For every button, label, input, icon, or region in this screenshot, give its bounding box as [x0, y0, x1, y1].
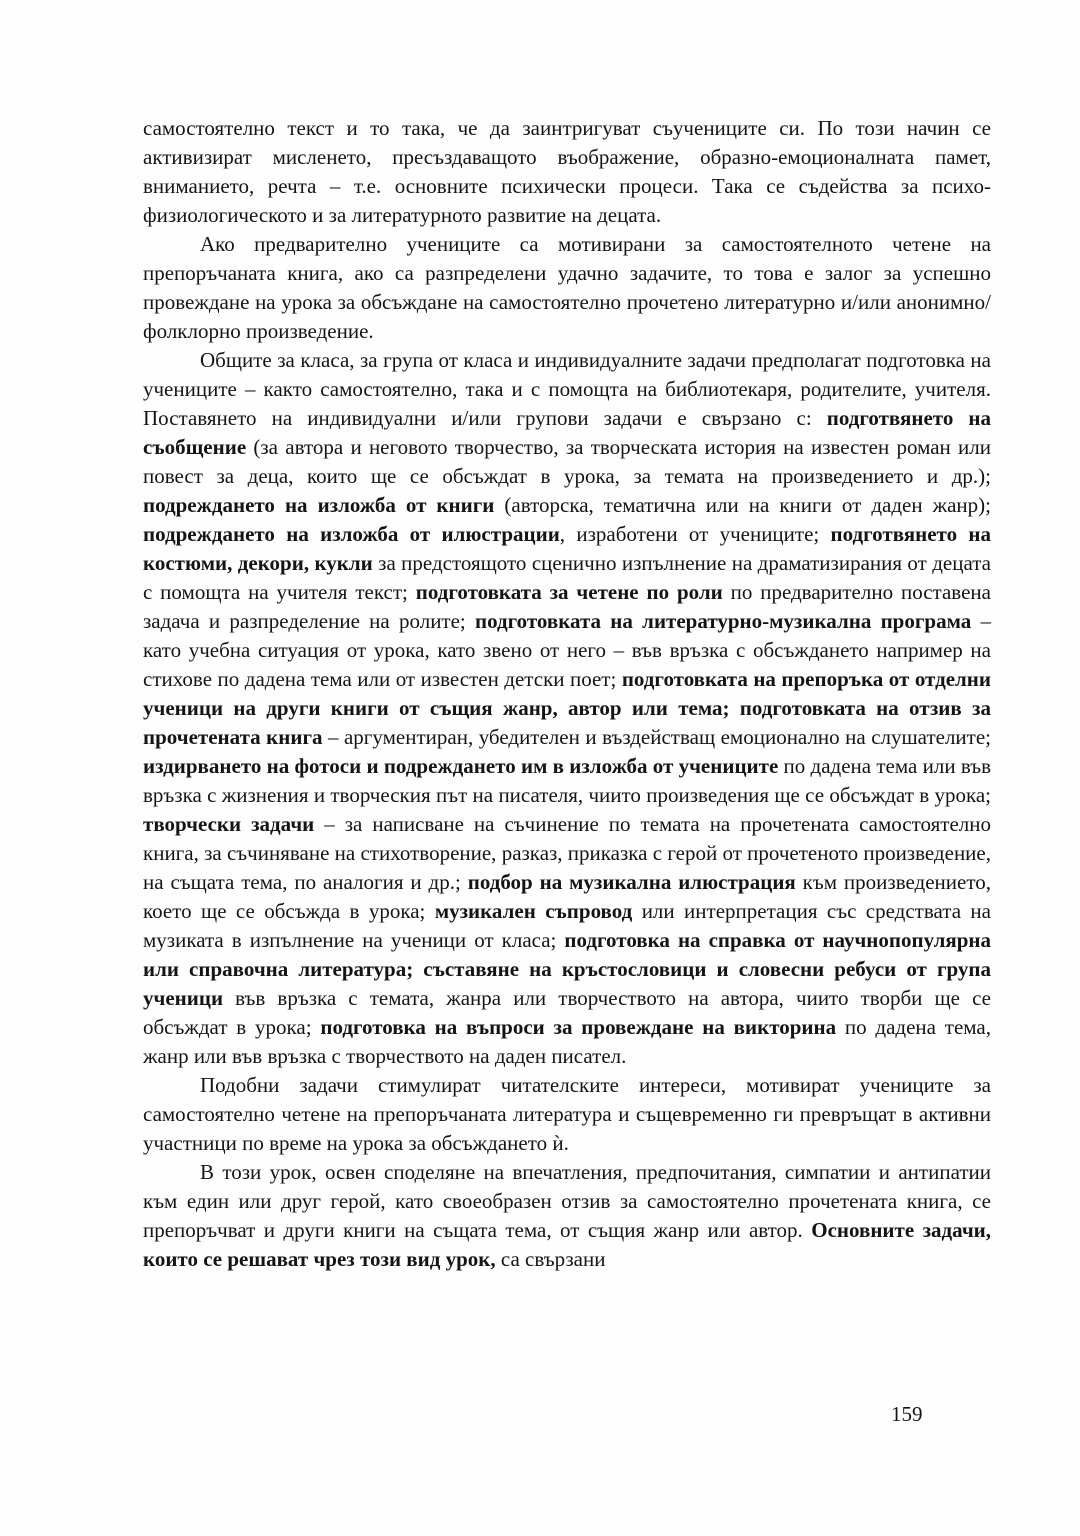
text-run: (за автора и неговото творчество, за творческата история на известен роман или повест за деца, които ще се обсъждат в урока, за темата на произведението и др.); — [143, 435, 991, 488]
text-run: Ако предварително учениците са мотивирани за самостоятелното четене на препоръчаната книга, ако са разпределени удачно задачите, то това е залог за успешно провеждане на урока за обсъждане на самостоятелно прочетено литературно и/или анонимно/фолклорно произведение. — [143, 232, 991, 343]
bold-text-run: подготовката за четене по роли — [415, 580, 723, 604]
bold-text-run: подреждането на изложба от илюстрации — [143, 522, 560, 546]
text-run: самостоятелно текст и то така, че да заинтригуват съучениците си. По този начин се активизират мисленето, пресъздаващото въображение, образно-емоционалната памет, вниманието, речта – т.е. основните психически процеси. Така се съдейства за психо-физиологическото и за литературното развитие на децата. — [143, 116, 991, 227]
text-run: – аргументиран, убедителен и въздействащ емоционално на слушателите; — [322, 725, 992, 749]
page-number: 159 — [891, 1402, 923, 1426]
bold-text-run: музикален съпровод — [434, 899, 633, 923]
paragraph — [143, 114, 991, 230]
bold-text-run: подреждането на изложба от книги — [143, 493, 495, 517]
text-run: Подобни задачи стимулират читателските интереси, мотивират учениците за самостоятелно четене на препоръчаната литература и същевременно ги превръщат в активни участници по време на урока за обсъждането ѝ. — [143, 1073, 991, 1155]
text-run: по дадена тема, жанр или във връзка с творчеството на даден писател. — [143, 1015, 991, 1068]
bold-text-run: творчески задачи — [143, 812, 315, 836]
paragraph — [143, 1071, 991, 1158]
text-run: по предварително поставена задача и разпределение на ролите; — [143, 580, 991, 633]
paragraph — [143, 230, 991, 346]
bold-text-run: подготвянето на съобщение — [143, 406, 992, 459]
bold-text-run: издирването на фотоси и подреждането им в изложба от учениците — [143, 754, 779, 778]
bold-text-run: подготовката на препоръка от отделни ученици на други книги от същия жанр, автор или тема; подготовката на отзив за прочетената книга — [143, 667, 992, 749]
bold-text-run: подготвянето на костюми, декори, кукли — [143, 522, 991, 575]
text-run: В този урок, освен споделяне на впечатления, предпочитания, симпатии и антипатии към един или друг герой, като своеобразен отзив за самостоятелно прочетената книга, се препоръчват и други книги на същата тема, от същия жанр или автор. — [143, 1160, 991, 1242]
body-text — [143, 114, 991, 1274]
text-run: – като учебна ситуация от урока, като звено от него – във връзка с обсъждането например на стихове по дадена тема или от известен детски поет; — [143, 609, 991, 691]
text-run: или интерпретация със средствата на музиката в изпълнение на ученици от класа; — [143, 899, 991, 952]
text-run: към произведението, което ще се обсъжда в урока; — [143, 870, 991, 923]
bold-text-run: Основните задачи, които се решават чрез този вид урок, — [143, 1218, 992, 1271]
bold-text-run: подготовката на литературно-музикална програма — [475, 609, 972, 633]
text-run: по дадена тема или във връзка с жизнения и творческия път на писателя, чиито произведения ще се обсъждат в урока; — [143, 754, 991, 807]
text-run: във връзка с темата, жанра или творчеството на автора, чиито творби ще се обсъждат в урока; — [143, 986, 991, 1039]
text-run: са свързани — [495, 1247, 606, 1271]
paragraph — [143, 1158, 991, 1274]
text-run: за предстоящото сценично изпълнение на драматизирания от децата с помощта на учителя текст; — [143, 551, 991, 604]
text-run: – за написване на съчинение по темата на прочетената самостоятелно книга, за съчиняване на стихотворение, разказ, приказка с герой от прочетеното произведение, на същата тема, по аналогия и др.; — [143, 812, 991, 894]
text-run: Общите за класа, за група от класа и индивидуалните задачи предполагат подготовка на учениците – както самостоятелно, така и с помощта на библиотекаря, родителите, учителя. Поставянето на индивидуални и/или групови задачи е свързано с: — [143, 348, 991, 430]
bold-text-run: подбор на музикална илюстрация — [467, 870, 796, 894]
bold-text-run: подготовка на справка от научнопопулярна или справочна литература; съставяне на кръстословици и словесни ребуси от група ученици — [143, 928, 991, 1010]
paragraph — [143, 346, 991, 1071]
bold-text-run: подготовка на въпроси за провеждане на викторина — [320, 1015, 837, 1039]
text-run: (авторска, тематична или на книги от даден жанр); — [494, 493, 991, 517]
text-run: , изработени от учениците; — [559, 522, 831, 546]
